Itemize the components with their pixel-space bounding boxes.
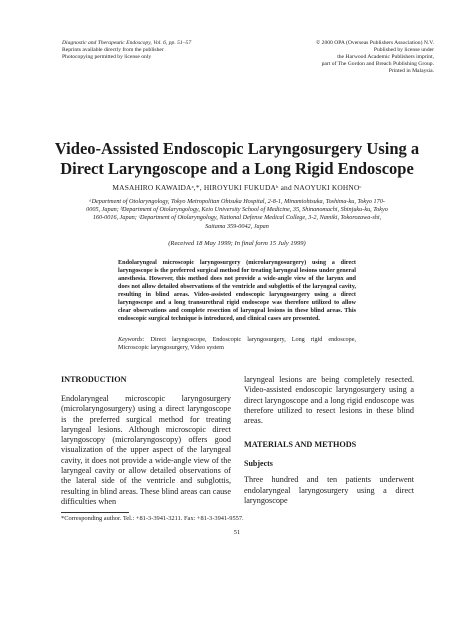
abstract: Endolaryngeal microscopic laryngosurgery (microlaryngosurgery) using a direct laryngoscope is the preferred surgical method for treating laryngeal lesions under general anesthesia. However, this method does not provide a wide-angle view of the larynx and does not allow detailed observations of the ventricle and subglottis of the laryngeal cavity, resulting in blind areas. Video-assisted endoscopic laryngosurgery using a direct laryngoscope and a long transurethral rigid endoscope was therefore utilized to allow clear observations and complete resection of laryngeal lesions in these blind areas. This endoscopic surgical technique is introduced, and clinical cases are presented. <box>118 259 356 322</box>
right-column <box>244 375 414 506</box>
subjects-heading: Subjects <box>244 459 273 469</box>
left-column <box>61 375 231 507</box>
corresponding-author-footnote: *Corresponding author. Tel.: +81-3-3941-3211. Fax: +81-3-3941-9557. <box>61 515 244 522</box>
page-number: 51 <box>233 529 241 536</box>
introduction-text: Endolaryngeal microscopic laryngosurgery (microlaryngosurgery) using a direct laryngoscope is the preferred surgical method for treating laryngeal lesions. Although microscopic direct laryngoscopy (microlaryngoscopy) offers good visualization of the upper aspect of the laryngeal cavity, it does not provide a wide-angle view of the laryngeal cavity or allow detailed observations of the lateral side of the ventricle and subglottis, resulting in blind areas. These blind areas can cause difficulties when <box>61 394 231 506</box>
keywords <box>118 336 356 352</box>
photocopy-note: Photocopying permitted by license only <box>62 54 152 60</box>
subjects-text: Three hundred and ten patients underwent endolaryngeal laryngosurgery using a direct laryngoscope <box>244 475 414 506</box>
keywords-text: Direct laryngoscope, Endoscopic laryngosurgery, Long rigid endoscope, Microscopic laryngosurgery, Video system <box>118 336 357 351</box>
license-line: Published by license under <box>373 47 434 53</box>
author-list: MASAHIRO KAWAIDAᵃ,*, HIROYUKI FUKUDAᵇ and NAOYUKI KOHNOᶜ <box>112 183 362 192</box>
journal-header <box>62 40 252 61</box>
methods-heading: MATERIALS AND METHODS <box>244 440 357 450</box>
group-line: part of The Gordon and Breach Publishing Group. <box>321 61 434 67</box>
keywords-label: Keywords: <box>118 336 145 343</box>
footnote-divider <box>61 512 129 513</box>
received-dates: (Received 18 May 1999; In final form 15 July 1999) <box>168 240 306 247</box>
copyright-header <box>244 40 434 75</box>
reprints-note: Reprints available directly from the publisher <box>62 47 164 53</box>
affiliations: ᵃDepartment of Otolaryngology, Tokyo Metropolitan Ohtsuka Hospital, 2-8-1, Minamiohtsuka, Toshima-ku, Tokyo 170-0005, Japan; ᵇDepartment of Otolaryngology, Keio University School of Medicine, 35, Shinanomachi, Shinjuku-ku, Tokyo 160-0016, Japan; ᶜDepartment of Otolaryngology, National Defense Medical College, 3-2, Namiki, Tokorozawa-shi, Saitama 359-0042, Japan <box>86 198 388 230</box>
introduction-continuation: laryngeal lesions are being completely resected. Video-assisted endoscopic laryngosurgery using a direct laryngoscope and a long rigid endoscope was therefore utilized to resect lesions in these blind areas. <box>244 375 414 426</box>
title-line-2: Direct Laryngoscope and a Long Rigid Endoscope <box>60 159 414 178</box>
journal-citation: Diagnostic and Therapeutic Endoscopy, Vol. 6, pp. 51–57 <box>62 40 192 46</box>
paper-title <box>40 139 434 179</box>
title-line-1: Video-Assisted Endoscopic Laryngosurgery Using a <box>54 139 420 158</box>
printed-line: Printed in Malaysia. <box>388 68 434 74</box>
imprint-line: the Harwood Academic Publishers imprint, <box>337 54 434 60</box>
copyright-line: © 2000 OPA (Overseas Publishers Association) N.V. <box>316 40 434 46</box>
introduction-heading: INTRODUCTION <box>61 375 127 384</box>
